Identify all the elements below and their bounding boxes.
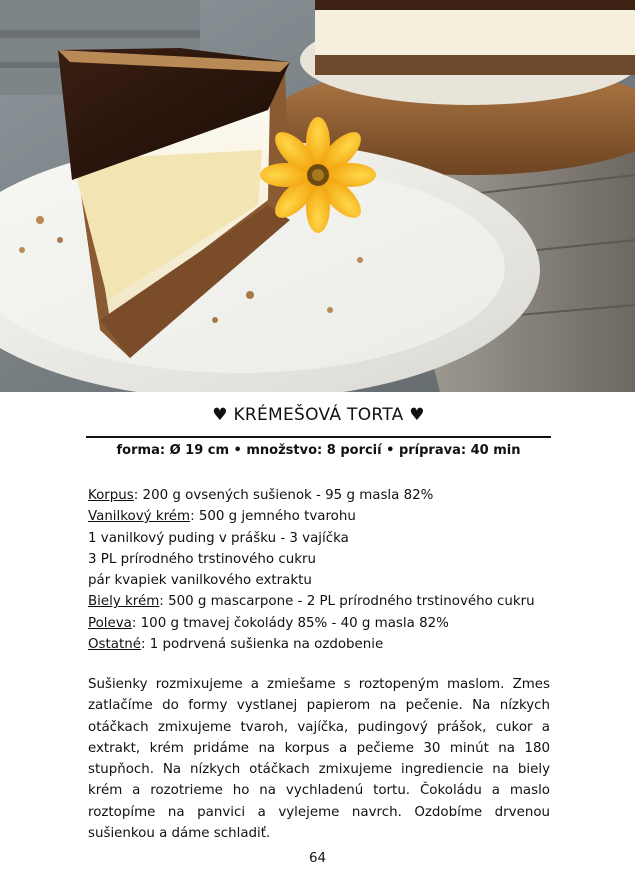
ingredient-text: : 100 g tmavej čokolády 85% - 40 g masla 82% xyxy=(131,615,449,631)
ingredient-text: 1 vanilkový puding v prášku - 3 vajíčka xyxy=(88,530,349,546)
ingredient-text: pár kvapiek vanilkového extraktu xyxy=(88,573,312,589)
ingredient-line xyxy=(88,570,558,591)
ingredient-line xyxy=(88,485,558,506)
ingredient-line xyxy=(88,591,558,612)
ingredient-line xyxy=(88,613,558,634)
cheesecake-photo xyxy=(0,0,635,392)
recipe-title: ♥ KRÉMEŠOVÁ TORTA ♥ xyxy=(212,405,425,425)
ingredient-text: : 1 podrvená sušienka na ozdobenie xyxy=(140,637,384,653)
ingredient-text: 3 PL prírodného trstinového cukru xyxy=(88,551,316,567)
ingredients-list xyxy=(88,485,558,655)
ingredient-text: : 500 g jemného tvarohu xyxy=(190,509,356,525)
title-divider xyxy=(86,436,551,438)
ingredient-line xyxy=(88,506,558,527)
ingredient-label: Poleva xyxy=(88,615,132,631)
ingredient-label: Ostatné xyxy=(88,637,141,653)
ingredient-label: Korpus xyxy=(88,488,134,503)
ingredient-text: : 500 g mascarpone - 2 PL prírodného trstinového cukru xyxy=(159,594,535,610)
recipe-meta: forma: Ø 19 cm • množstvo: 8 porcií • príprava: 40 min xyxy=(116,443,521,458)
ingredient-line xyxy=(88,528,558,549)
ingredient-line xyxy=(88,549,558,570)
page-number: 64 xyxy=(308,851,327,866)
ingredient-text: : 200 g ovsených sušienok - 95 g masla 82% xyxy=(133,488,434,503)
ingredient-label: Biely krém xyxy=(88,594,160,610)
ingredient-line xyxy=(88,634,558,655)
ingredient-label: Vanilkový krém xyxy=(88,509,191,525)
method-paragraph: Sušienky rozmixujeme a zmiešame s roztopeným maslom. Zmes zatlačíme do formy vystlanej papierom na pečenie. Na nízkych otáčkach zmixujeme tvaroh, vajíčka, pudingový prášok, cukor a extrakt, krém pridáme na korpus a pečieme 30 minút na 180 stupňoch. Na nízkych otáčkach zmixujeme ingrediencie na biely krém a rozotrieme ho na vychladenú tortu. Čokoládu a maslo roztopíme na panvici a vylejeme navrch. Ozdobíme drvenou sušienkou a dáme schladiť. xyxy=(88,677,550,842)
